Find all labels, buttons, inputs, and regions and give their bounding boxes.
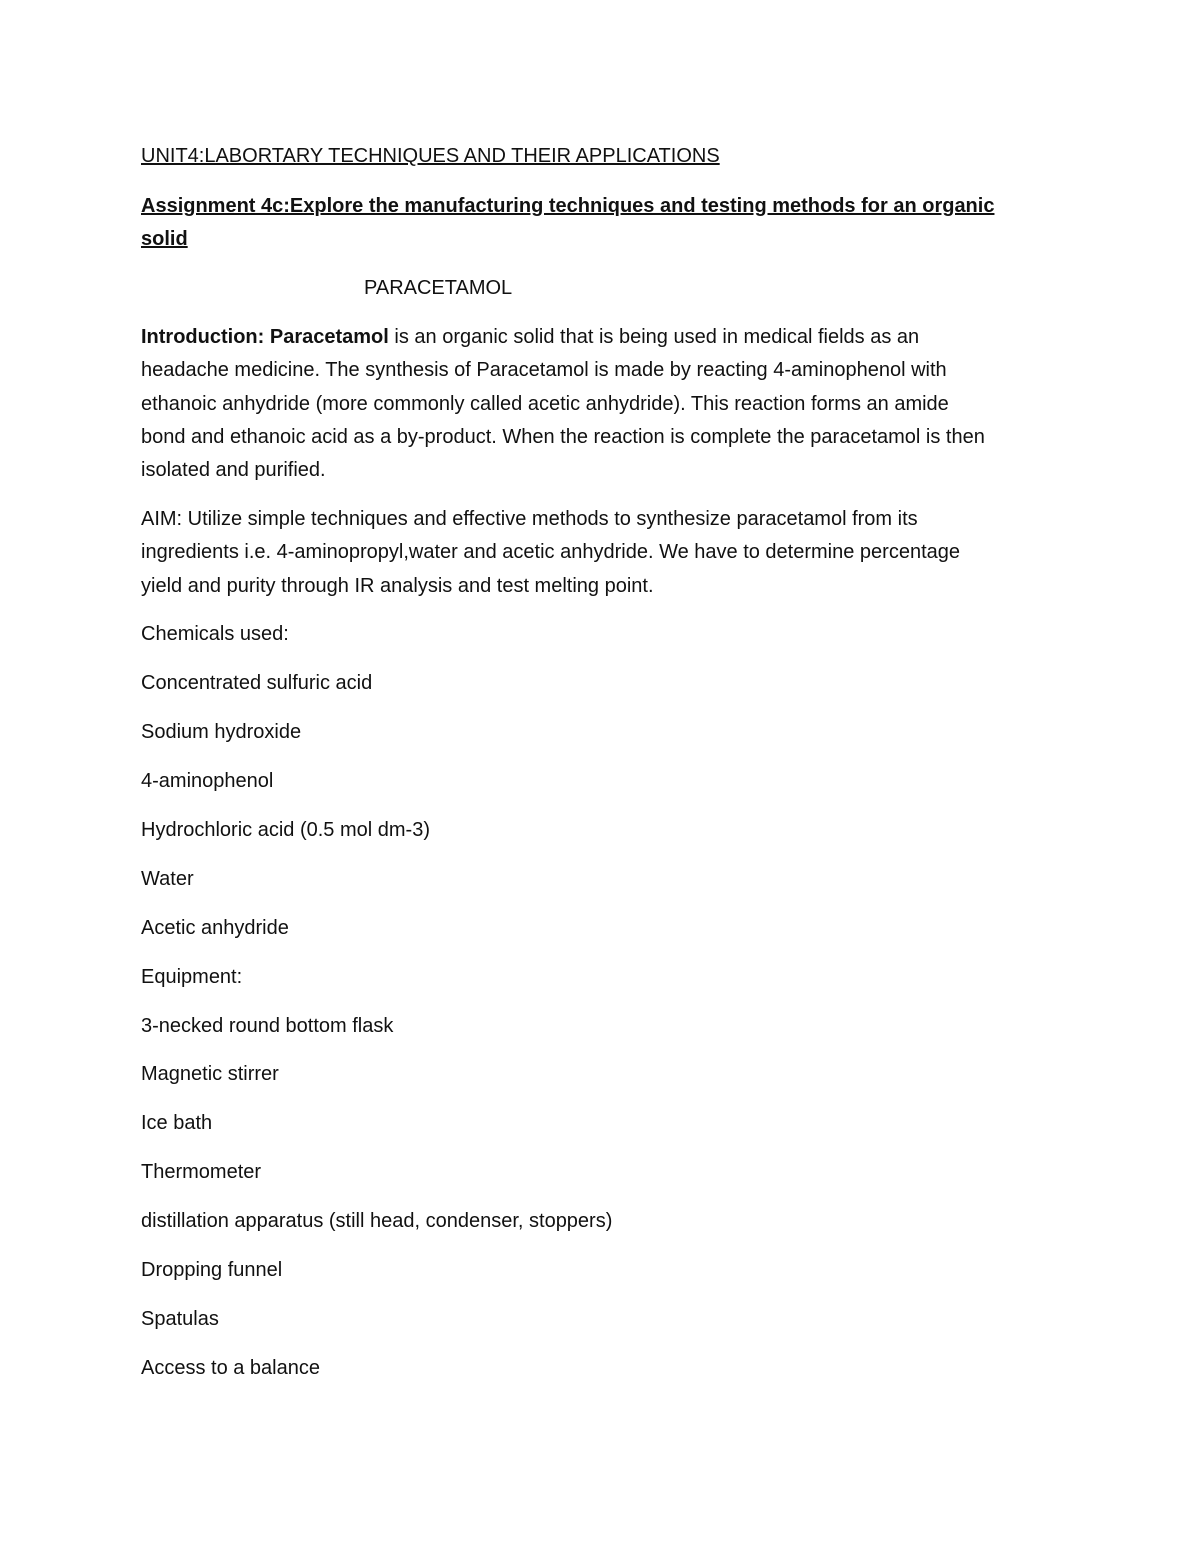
chemical-item: Acetic anhydride [141, 917, 289, 939]
introduction-line1-rest: is an organic solid that is being used in medical fields as an [388, 326, 920, 348]
equipment-heading: Equipment: [141, 966, 243, 988]
introduction-line-5: isolated and purified. [141, 459, 326, 482]
assignment-title-line2: solid [141, 228, 188, 250]
aim-line-2: ingredients i.e. 4-aminopropyl,water and acetic anhydride. We have to determine percentage [141, 541, 960, 564]
chemical-item: Hydrochloric acid (0.5 mol dm-3) [141, 819, 430, 841]
equipment-item: Magnetic stirrer [141, 1063, 279, 1085]
equipment-item: Dropping funnel [141, 1259, 283, 1281]
chemical-item: 4-aminophenol [141, 770, 274, 792]
equipment-item: Access to a balance [141, 1357, 320, 1379]
chemical-item: Sodium hydroxide [141, 721, 302, 743]
equipment-item: Thermometer [141, 1161, 262, 1183]
subject-title: PARACETAMOL [364, 277, 513, 299]
chemical-item: Water [141, 868, 194, 890]
chemical-item: Concentrated sulfuric acid [141, 672, 373, 694]
introduction-line-3: ethanoic anhydride (more commonly called acetic anhydride). This reaction forms an amide [141, 392, 949, 415]
equipment-item: Spatulas [141, 1308, 219, 1330]
aim-paragraph [141, 503, 1071, 603]
equipment-item: Ice bath [141, 1112, 213, 1134]
unit-title: UNIT4:LABORTARY TECHNIQUES AND THEIR APPLICATIONS [141, 145, 720, 167]
equipment-item: distillation apparatus (still head, condenser, stoppers) [141, 1210, 613, 1232]
introduction-paragraph [141, 321, 1071, 487]
aim-line-1: AIM: Utilize simple techniques and effective methods to synthesize paracetamol from its [141, 508, 918, 530]
assignment-title-line1: Assignment 4c:Explore the manufacturing techniques and testing methods for an organic [141, 195, 995, 217]
chemicals-heading: Chemicals used: [141, 623, 289, 645]
introduction-line-1 [141, 321, 1071, 354]
aim-line-3: yield and purity through IR analysis and test melting point. [141, 574, 654, 597]
introduction-line-4: bond and ethanoic acid as a by-product. When the reaction is complete the paracetamol is then [141, 425, 985, 448]
introduction-line-2: headache medicine. The synthesis of Paracetamol is made by reacting 4-aminophenol with [141, 359, 947, 382]
equipment-item: 3-necked round bottom flask [141, 1015, 394, 1037]
introduction-label: Introduction: [141, 326, 265, 348]
introduction-bold-term: Paracetamol [269, 326, 389, 348]
